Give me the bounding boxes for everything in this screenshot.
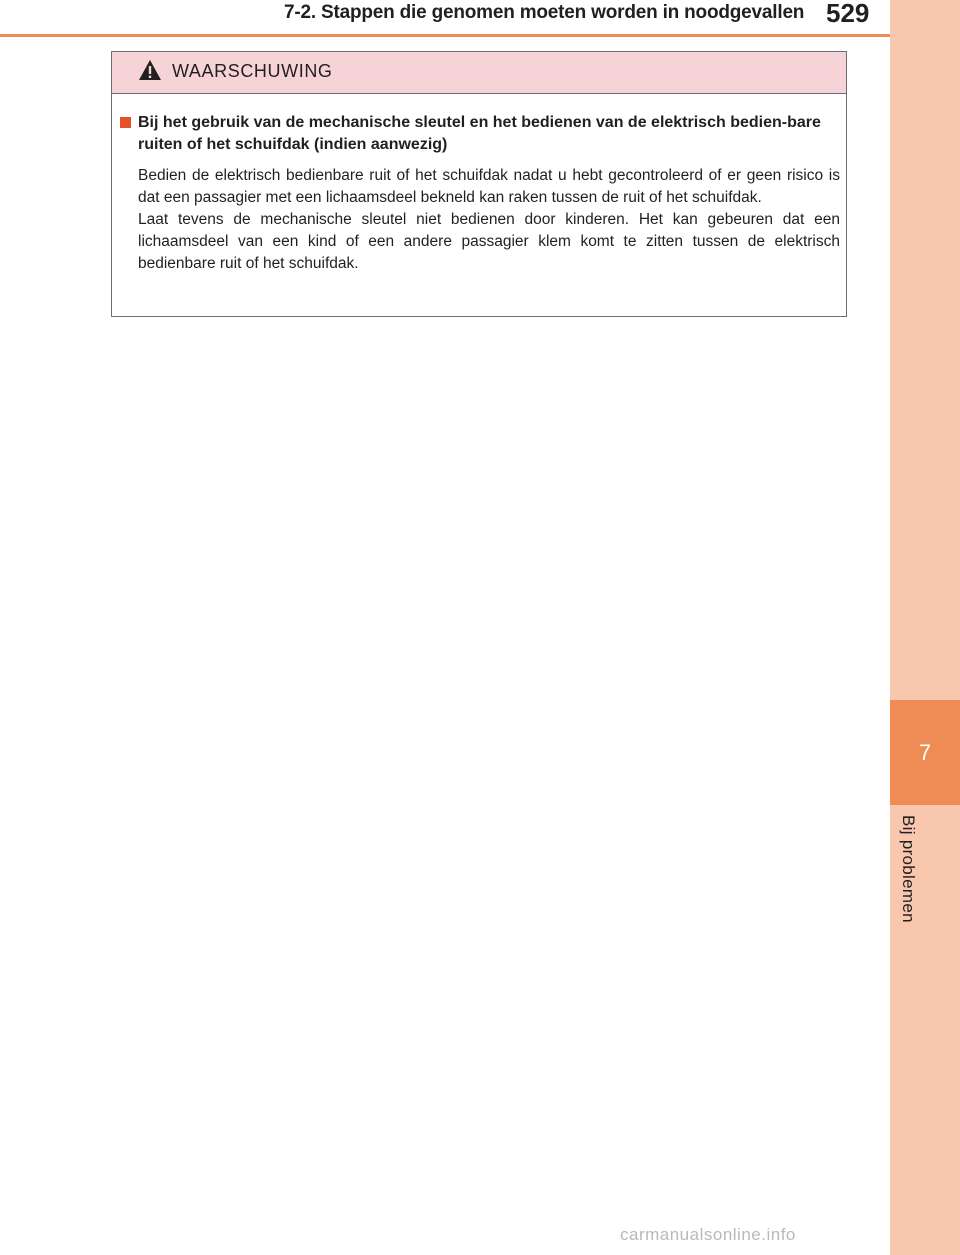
warning-item-title: Bij het gebruik van de mechanische sleutel en het bedienen van de elektrisch bedien-bare ruiten of het schuifdak (indien aanwezig) xyxy=(138,114,821,153)
warning-item-body xyxy=(138,165,840,275)
page-header-title: 7-2. Stappen die genomen moeten worden in noodgevallen xyxy=(284,2,805,23)
warning-triangle-icon xyxy=(138,59,162,81)
warning-paragraph: Bedien de elektrisch bedienbare ruit of het schuifdak nadat u hebt gecontroleerd of er geen risico is dat een passagier met een lichaamsdeel bekneld kan raken tussen de ruit of het schuifdak. xyxy=(138,167,840,206)
warning-header xyxy=(112,52,846,94)
warning-paragraph: Laat tevens de mechanische sleutel niet bedienen door kinderen. Het kan gebeuren dat een lichaamsdeel van een kind of een andere passagier klem komt te zitten tussen de elektrisch bedienbare ruit of het schuifdak. xyxy=(138,211,840,272)
chapter-title: Bij problemen xyxy=(899,815,918,923)
chapter-number: 7 xyxy=(918,740,932,765)
page-number: 529 xyxy=(826,0,870,28)
chapter-block xyxy=(890,700,960,805)
warning-box xyxy=(111,51,847,317)
warning-label: WAARSCHUWING xyxy=(172,61,333,81)
header-rule xyxy=(0,34,890,37)
warning-item xyxy=(120,112,840,275)
side-tab xyxy=(890,0,960,1255)
watermark: carmanualsonline.info xyxy=(620,1225,796,1244)
bullet-square-icon xyxy=(120,117,131,128)
